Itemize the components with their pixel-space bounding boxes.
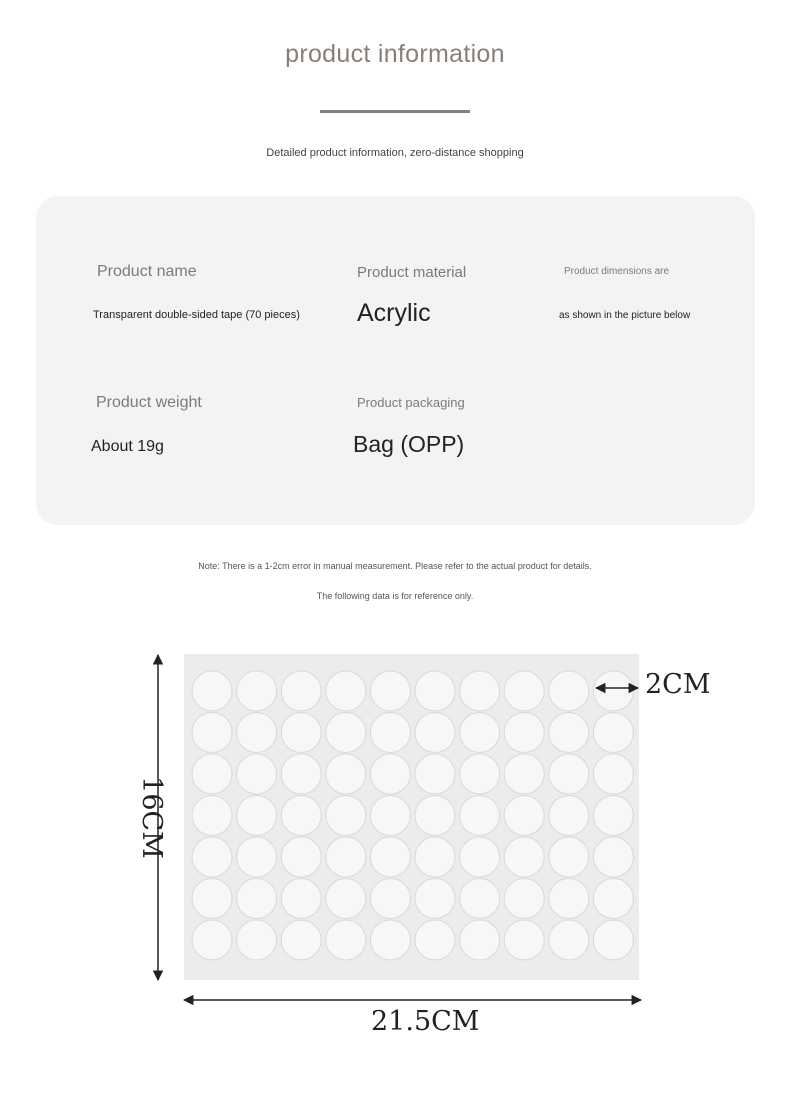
tape-dot <box>192 796 232 836</box>
tape-dot <box>504 837 544 877</box>
tape-dot <box>460 879 500 919</box>
product-packaging-value: Bag (OPP) <box>353 431 465 457</box>
tape-dot <box>326 713 366 753</box>
tape-dot <box>593 879 633 919</box>
reference-note: The following data is for reference only. <box>316 591 474 601</box>
tape-dot <box>460 837 500 877</box>
tape-dot <box>415 796 455 836</box>
tape-dot <box>281 879 321 919</box>
tape-dot <box>504 920 544 960</box>
tape-dot <box>504 796 544 836</box>
product-name-value: Transparent double-sided tape (70 pieces) <box>93 309 300 321</box>
product-material-label: Product material <box>357 264 467 281</box>
tape-dot <box>593 671 633 711</box>
tape-dot <box>549 713 589 753</box>
tape-dot <box>281 920 321 960</box>
tape-dot <box>460 671 500 711</box>
dot-size-label: 2CM <box>645 669 711 700</box>
tape-dot <box>415 671 455 711</box>
measurement-note: Note: There is a 1-2cm error in manual measurement. Please refer to the actual product for details. <box>198 561 592 571</box>
tape-dot <box>370 754 410 794</box>
tape-dot <box>237 837 277 877</box>
tape-dot <box>593 920 633 960</box>
tape-dot <box>326 837 366 877</box>
tape-dot <box>415 920 455 960</box>
tape-dot <box>281 796 321 836</box>
product-weight-label: Product weight <box>96 394 202 411</box>
tape-dot <box>326 754 366 794</box>
tape-dot <box>237 879 277 919</box>
tape-dot <box>281 837 321 877</box>
tape-dot <box>192 879 232 919</box>
tape-dot <box>281 671 321 711</box>
tape-dot <box>593 796 633 836</box>
tape-dot <box>237 713 277 753</box>
tape-dot <box>460 754 500 794</box>
tape-dot <box>237 754 277 794</box>
product-dimensions-value: as shown in the picture below <box>559 310 691 321</box>
tape-dot <box>415 879 455 919</box>
tape-dot <box>460 713 500 753</box>
tape-dot <box>237 671 277 711</box>
tape-dot <box>370 879 410 919</box>
tape-dot <box>460 920 500 960</box>
page-title: product information <box>285 40 505 68</box>
tape-dot <box>192 837 232 877</box>
tape-dot <box>415 837 455 877</box>
tape-dot <box>549 920 589 960</box>
tape-dot <box>549 879 589 919</box>
tape-dot <box>326 920 366 960</box>
page-subtitle: Detailed product information, zero-distance shopping <box>266 147 524 159</box>
tape-dot <box>370 837 410 877</box>
tape-dot <box>281 754 321 794</box>
tape-dot <box>192 754 232 794</box>
product-name-label: Product name <box>97 263 197 280</box>
tape-dot <box>549 671 589 711</box>
tape-dot <box>237 796 277 836</box>
tape-dot <box>326 796 366 836</box>
product-packaging-label: Product packaging <box>357 395 465 410</box>
product-weight-value: About 19g <box>91 438 164 455</box>
tape-dot <box>237 920 277 960</box>
tape-dot <box>370 713 410 753</box>
product-material-value: Acrylic <box>357 299 431 327</box>
tape-dot <box>415 713 455 753</box>
tape-dot <box>326 879 366 919</box>
tape-dot <box>549 754 589 794</box>
tape-dot <box>504 713 544 753</box>
tape-dot <box>460 796 500 836</box>
product-dimensions-label: Product dimensions are <box>564 266 670 277</box>
tape-dot <box>504 754 544 794</box>
tape-dot <box>192 671 232 711</box>
tape-dot <box>281 713 321 753</box>
tape-dot <box>192 713 232 753</box>
height-label: 16CM <box>135 776 167 859</box>
tape-dot <box>415 754 455 794</box>
tape-dot <box>593 837 633 877</box>
width-label: 21.5CM <box>371 1006 480 1037</box>
tape-dot <box>370 920 410 960</box>
tape-dot <box>504 879 544 919</box>
tape-dot <box>192 920 232 960</box>
tape-dot <box>370 796 410 836</box>
tape-dot <box>370 671 410 711</box>
tape-dot <box>326 671 366 711</box>
tape-dot <box>593 754 633 794</box>
tape-dot <box>549 837 589 877</box>
tape-dot <box>504 671 544 711</box>
tape-dot <box>593 713 633 753</box>
tape-dot <box>549 796 589 836</box>
